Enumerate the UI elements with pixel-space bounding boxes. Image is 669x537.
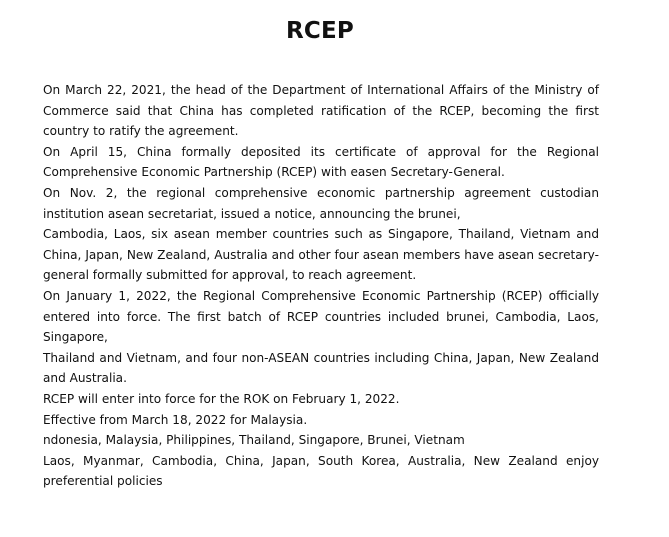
paragraph-country-list: ndonesia, Malaysia, Philippines, Thailand, Singapore, Brunei, Vietnam [43,433,465,448]
paragraph-notice: On Nov. 2, the regional comprehensive economic partnership agreement custodian institution asean secretariat, issued a notice, announcing the brunei, [43,185,599,221]
document-body [43,80,599,492]
paragraph-rok-date: RCEP will enter into force for the ROK on February 1, 2022. [43,391,400,406]
paragraph-entry-into-force: On January 1, 2022, the Regional Comprehensive Economic Partnership (RCEP) officially entered into force. The first batch of RCEP countries included brunei, Cambodia, Laos, Singapore, [43,288,599,345]
paragraph-first-batch-countries: Thailand and Vietnam, and four non-ASEAN countries including China, Japan, New Zealand and Australia. [43,350,599,386]
paragraph-deposit: On April 15, China formally deposited its certificate of approval for the Regional Comprehensive Economic Partnership (RCEP) with easen Secretary-General. [43,144,599,180]
paragraph-malaysia-date: Effective from March 18, 2022 for Malaysia. [43,412,308,427]
paragraph-ratification: On March 22, 2021, the head of the Department of International Affairs of the Ministry of Commerce said that China has completed ratification of the RCEP, becoming the first country to ratify the agreement. [43,83,599,139]
paragraph-preferential-policies: Laos, Myanmar, Cambodia, China, Japan, South Korea, Australia, New Zealand enjoy preferential policies [43,453,599,489]
paragraph-members-approval: Cambodia, Laos, six asean member countries such as Singapore, Thailand, Vietnam and China, Japan, New Zealand, Australia and other four asean members have asean secretary-general formally submitted for approval, to reach agreement. [43,227,599,283]
document-title: RCEP [286,18,354,44]
